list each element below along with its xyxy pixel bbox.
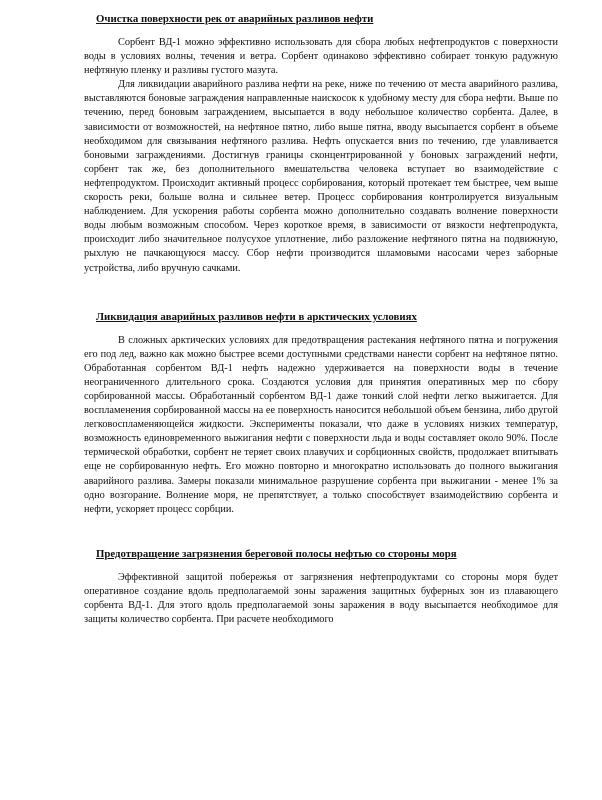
section-arctic-conditions	[84, 310, 558, 517]
section-heading: Очистка поверхности рек от аварийных разливов нефти	[96, 13, 374, 25]
paragraph: Эффективной защитой побережья от загрязнения нефтепродуктами со стороны моря будет оперативное создание вдоль предполагаемой зоны заражения защитных буферных зон из плавающего сорбента ВД-1. Для этого вдоль предполагаемой зоны заражения в воду высыпается необходимое для защиты количество сорбента. При расчете необходимого	[84, 571, 558, 626]
section-heading: Предотвращение загрязнения береговой полосы нефтью со стороны моря	[96, 547, 457, 560]
paragraph: В сложных арктических условиях для предотвращения растекания нефтяного пятна и погружения его под лед, важно как можно быстрее всеми доступными средствами нанести сорбент на нефтяное пятно. Обработанная сорбентом ВД-1 нефть надежно удерживается на поверхности воды в течение неограниченного длительного срока. Создаются условия для принятия оперативных мер по сбору сорбированной массы. Обработанный сорбентом ВД-1 даже тонкий слой нефти легко выжигается. Для воспламенения сорбированной массы на ее поверхность наносится небольшой объем бензина, либо другой легковоспламеняющейся жидкости. Эксперименты показали, что даже в условиях низких температур, возможность единовременного выжигания нефти с поверхности льда и воды составляет около 90%. После термической обработки, сорбент не теряет своих плавучих и сорбционных свойств, продолжает впитывать еще не сорбированную нефть. Его можно повторно и многократно использовать до полного выжигания аварийного разлива. Замеры показали минимальное разрушение сорбента при выжигании - менее 1% за одно возгорание. Волнение моря, не препятствует, а только способствует взаимодействию сорбента и нефти, ускоряет процесс сорбции.	[84, 334, 558, 515]
section-river-cleanup	[84, 12, 558, 276]
paragraph: Сорбент ВД-1 можно эффективно использовать для сбора любых нефтепродуктов с поверхности воды в условиях волны, течения и ветра. Сорбент одинаково эффективно собирает тонкую радужную нефтяную пленку и разливы густого мазута.	[84, 37, 558, 77]
paragraph: Для ликвидации аварийного разлива нефти на реке, ниже по течению от места аварийного разлива, выставляются боновые заграждения направленные наискосок к удобному месту для сбора нефти. Выше по течению, перед боновым заграждением, высыпается в воду небольшое количество сорбента. Далее, в зависимости от возможностей, на нефтяное пятно, либо выше пятна, вводу высыпается сорбент в объеме необходимом для связывания нефтяного разлива. Нефть опускается вниз по течению, где улавливается боновыми заграждениями. Достигнув границы сконцентрированной у боновых заграждений нефти, сорбент так же, без дополнительного вмешательства человека вступает во взаимодействие с нефтепродуктом. Происходит активный процесс сорбирования, который протекает тем быстрее, чем выше скорость реки, больше волна и сильнее ветер. Процесс сорбирования контролируется визуальным наблюдением. Для ускорения работы сорбента можно дополнительно создавать волнение поверхности воды любым возможным способом. Через короткое время, в зависимости от вязкости нефтепродукта, происходит либо значительное полусухое уплотнение, либо разложение нефтяного пятна на подвижную, рыхлую не пачкающуюся массу. Сбор нефти производится шламовыми насосами через заборные устройства, либо вручную сачками.	[84, 79, 558, 274]
section-heading: Ликвидация аварийных разливов нефти в арктических условиях	[96, 310, 417, 323]
section-coast-protection	[84, 547, 558, 627]
